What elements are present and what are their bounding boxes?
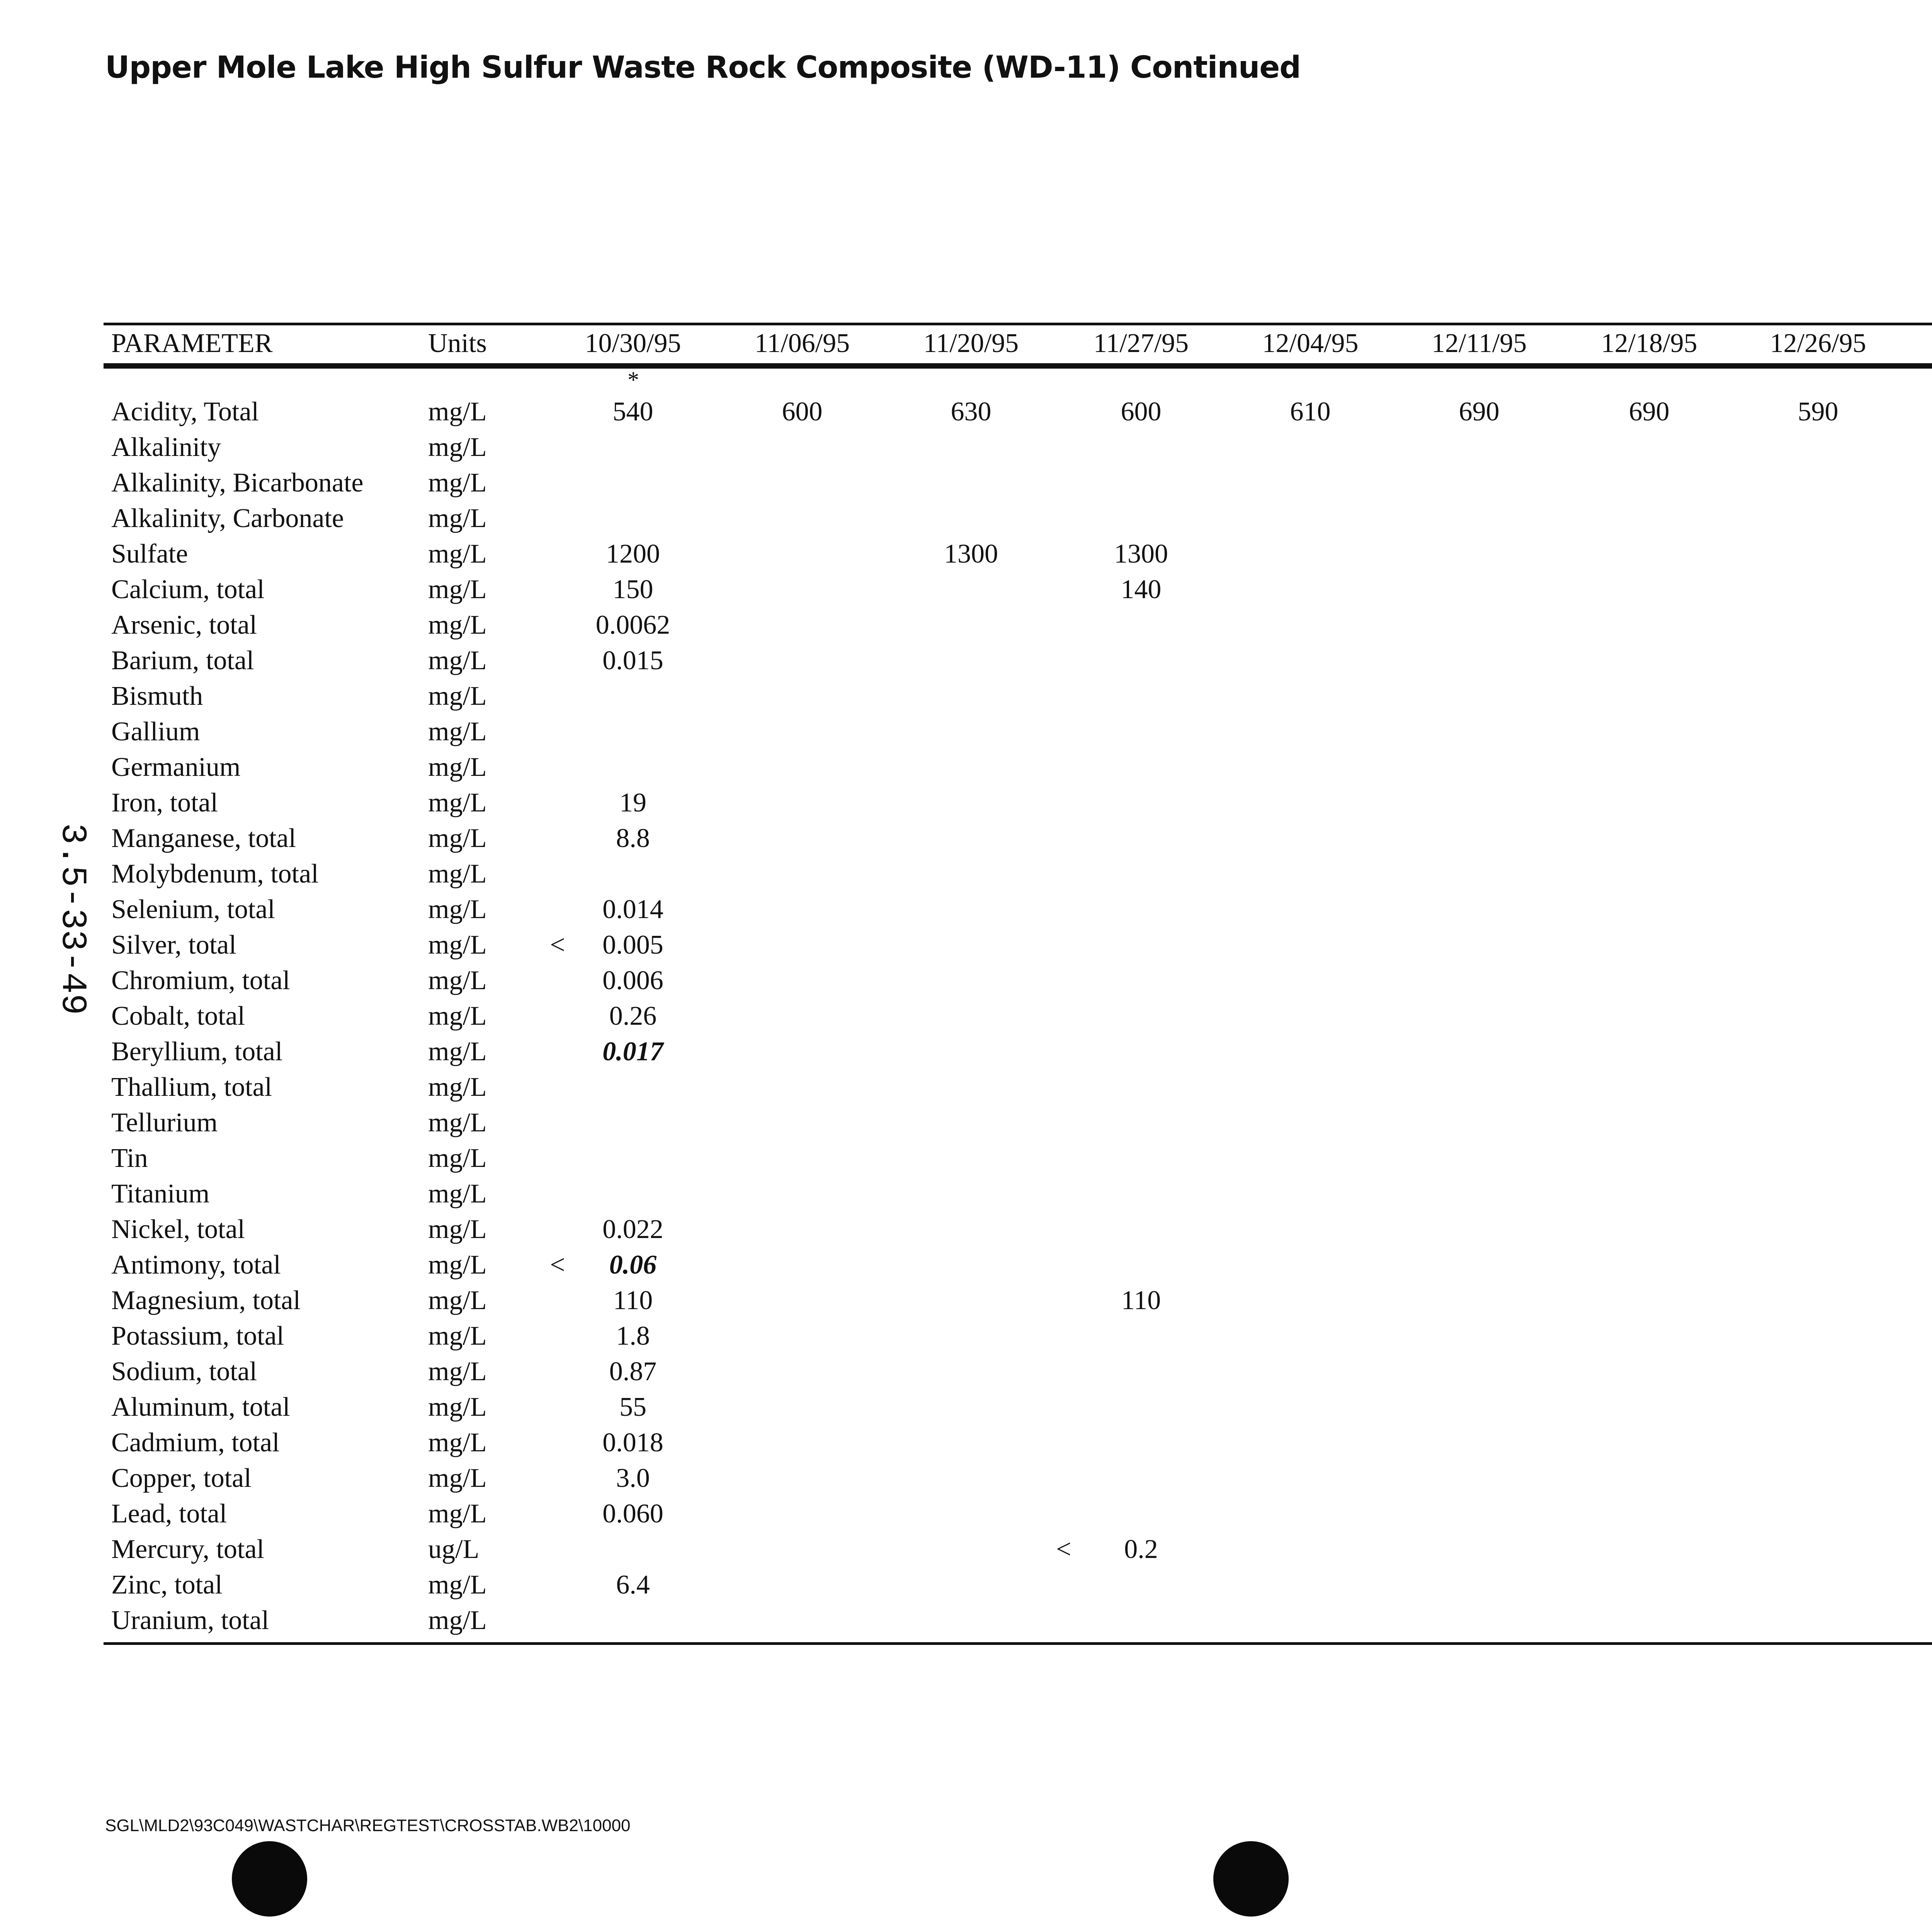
header-units: Units <box>428 328 487 358</box>
row-units: mg/L <box>428 752 487 782</box>
row-parameter: Bismuth <box>111 681 203 711</box>
row-parameter: Acidity, Total <box>111 397 259 427</box>
table-cell-value: 690 <box>1629 397 1670 427</box>
row-parameter: Alkalinity, Bicarbonate <box>111 468 364 498</box>
table-cell-value: 0.060 <box>602 1499 663 1529</box>
row-parameter: Sulfate <box>111 539 188 569</box>
row-parameter: Mercury, total <box>111 1534 264 1564</box>
row-units: mg/L <box>428 1392 487 1422</box>
table-cell-value: 0.2 <box>1124 1534 1158 1564</box>
table-cell-value: 600 <box>1121 397 1162 427</box>
table-cell-value: 1300 <box>1114 539 1168 569</box>
row-parameter: Germanium <box>111 752 241 782</box>
table-cell-value: 600 <box>782 397 823 427</box>
row-parameter: Lead, total <box>111 1499 227 1529</box>
header-date: 12/04/95 <box>1262 328 1359 358</box>
file-path-footer: SGL\MLD2\93C049\WASTCHAR\REGTEST\CROSSTAB.WB2\10000 <box>105 1816 631 1835</box>
header-date: 12/18/95 <box>1601 328 1697 358</box>
row-parameter: Silver, total <box>111 930 236 960</box>
row-parameter: Nickel, total <box>111 1214 245 1244</box>
row-units: mg/L <box>428 1001 487 1031</box>
row-parameter: Cobalt, total <box>111 1001 245 1031</box>
row-units: mg/L <box>428 1605 487 1635</box>
table-cell-value: 150 <box>612 575 653 604</box>
row-parameter: Molybdenum, total <box>111 859 319 889</box>
footnote-asterisk: * <box>628 367 639 393</box>
table-cell-value: 110 <box>1121 1286 1161 1315</box>
row-units: mg/L <box>428 468 487 498</box>
row-units: mg/L <box>428 1179 487 1209</box>
row-units: mg/L <box>428 1321 487 1351</box>
row-parameter: Tellurium <box>111 1108 218 1138</box>
less-than-marker: < <box>1056 1534 1071 1564</box>
row-units: mg/L <box>428 859 487 889</box>
table-cell-value: 0.26 <box>609 1001 657 1031</box>
table-cell-value: 690 <box>1459 397 1500 427</box>
side-page-code: 3.5-33-49 <box>52 823 93 1015</box>
row-units: mg/L <box>428 717 487 747</box>
row-units: mg/L <box>428 823 487 853</box>
table-cell-value: 140 <box>1121 575 1162 604</box>
header-date: 11/06/95 <box>754 328 850 358</box>
table-cell-value: 19 <box>619 788 646 818</box>
table-cell-value: 0.06 <box>609 1250 657 1280</box>
row-parameter: Alkalinity, Carbonate <box>111 503 344 533</box>
row-units: mg/L <box>428 788 487 818</box>
row-parameter: Manganese, total <box>111 823 296 853</box>
page-title: Upper Mole Lake High Sulfur Waste Rock Composite (WD-11) Continued <box>105 50 1301 85</box>
table-bottom-rule <box>104 1642 1932 1645</box>
row-parameter: Magnesium, total <box>111 1286 301 1315</box>
table-cell-value: 0.014 <box>602 895 663 924</box>
row-units: mg/L <box>428 1463 487 1493</box>
header-date: 12/11/95 <box>1431 328 1527 358</box>
row-parameter: Alkalinity <box>111 432 221 462</box>
row-parameter: Copper, total <box>111 1463 252 1493</box>
table-cell-value: 110 <box>613 1286 653 1315</box>
row-parameter: Sodium, total <box>111 1357 257 1386</box>
table-cell-value: 8.8 <box>616 823 650 853</box>
row-units: mg/L <box>428 1286 487 1315</box>
row-parameter: Antimony, total <box>111 1250 281 1280</box>
row-units: mg/L <box>428 432 487 462</box>
row-parameter: Chromium, total <box>111 966 290 995</box>
table-cell-value: 55 <box>619 1392 646 1422</box>
header-date: 12/26/95 <box>1770 328 1866 358</box>
table-cell-value: 6.4 <box>616 1570 650 1600</box>
row-units: mg/L <box>428 1143 487 1173</box>
table-cell-value: 1.8 <box>616 1321 650 1351</box>
row-parameter: Gallium <box>111 717 200 747</box>
table-header-rule <box>104 363 1932 369</box>
row-parameter: Arsenic, total <box>111 610 257 640</box>
row-parameter: Selenium, total <box>111 895 275 924</box>
binder-hole <box>1213 1841 1289 1917</box>
row-units: mg/L <box>428 895 487 924</box>
row-units: ug/L <box>428 1534 480 1564</box>
table-cell-value: 3.0 <box>616 1463 650 1493</box>
row-parameter: Beryllium, total <box>111 1037 283 1066</box>
row-parameter: Iron, total <box>111 788 218 818</box>
row-units: mg/L <box>428 1214 487 1244</box>
table-cell-value: 0.022 <box>602 1214 663 1244</box>
row-units: mg/L <box>428 1357 487 1386</box>
row-units: mg/L <box>428 1072 487 1102</box>
row-parameter: Barium, total <box>111 646 254 675</box>
row-units: mg/L <box>428 1108 487 1138</box>
row-units: mg/L <box>428 503 487 533</box>
row-units: mg/L <box>428 610 487 640</box>
row-parameter: Aluminum, total <box>111 1392 290 1422</box>
row-units: mg/L <box>428 646 487 675</box>
row-parameter: Calcium, total <box>111 575 265 604</box>
row-parameter: Tin <box>111 1143 148 1173</box>
table-cell-value: 0.0062 <box>595 610 670 640</box>
table-top-rule <box>104 323 1932 325</box>
table-cell-value: 610 <box>1290 397 1331 427</box>
less-than-marker: < <box>550 1250 565 1280</box>
table-cell-value: 0.006 <box>602 966 663 995</box>
table-cell-value: 1300 <box>944 539 998 569</box>
header-date: 10/30/95 <box>585 328 681 358</box>
row-units: mg/L <box>428 575 487 604</box>
row-units: mg/L <box>428 1570 487 1600</box>
row-units: mg/L <box>428 1499 487 1529</box>
table-cell-value: 1200 <box>606 539 660 569</box>
row-parameter: Cadmium, total <box>111 1428 280 1458</box>
row-parameter: Uranium, total <box>111 1605 269 1635</box>
row-parameter: Thallium, total <box>111 1072 272 1102</box>
table-cell-value: 0.005 <box>602 930 663 960</box>
row-units: mg/L <box>428 681 487 711</box>
header-date: 11/27/95 <box>1093 328 1189 358</box>
table-cell-value: 0.015 <box>602 646 663 675</box>
table-cell-value: 630 <box>951 397 992 427</box>
table-cell-value: 0.87 <box>609 1357 657 1386</box>
binder-hole <box>232 1841 307 1917</box>
row-parameter: Zinc, total <box>111 1570 223 1600</box>
row-parameter: Titanium <box>111 1179 210 1209</box>
table-cell-value: 0.017 <box>602 1037 663 1066</box>
table-cell-value: 540 <box>612 397 653 427</box>
row-units: mg/L <box>428 539 487 569</box>
row-units: mg/L <box>428 966 487 995</box>
row-units: mg/L <box>428 1250 487 1280</box>
table-cell-value: 590 <box>1798 397 1838 427</box>
header-date: 11/20/95 <box>923 328 1019 358</box>
row-units: mg/L <box>428 1428 487 1458</box>
table-cell-value: 0.018 <box>602 1428 663 1458</box>
less-than-marker: < <box>550 930 565 960</box>
row-units: mg/L <box>428 930 487 960</box>
header-parameter: PARAMETER <box>111 328 273 358</box>
row-units: mg/L <box>428 1037 487 1066</box>
row-parameter: Potassium, total <box>111 1321 284 1351</box>
row-units: mg/L <box>428 397 487 427</box>
